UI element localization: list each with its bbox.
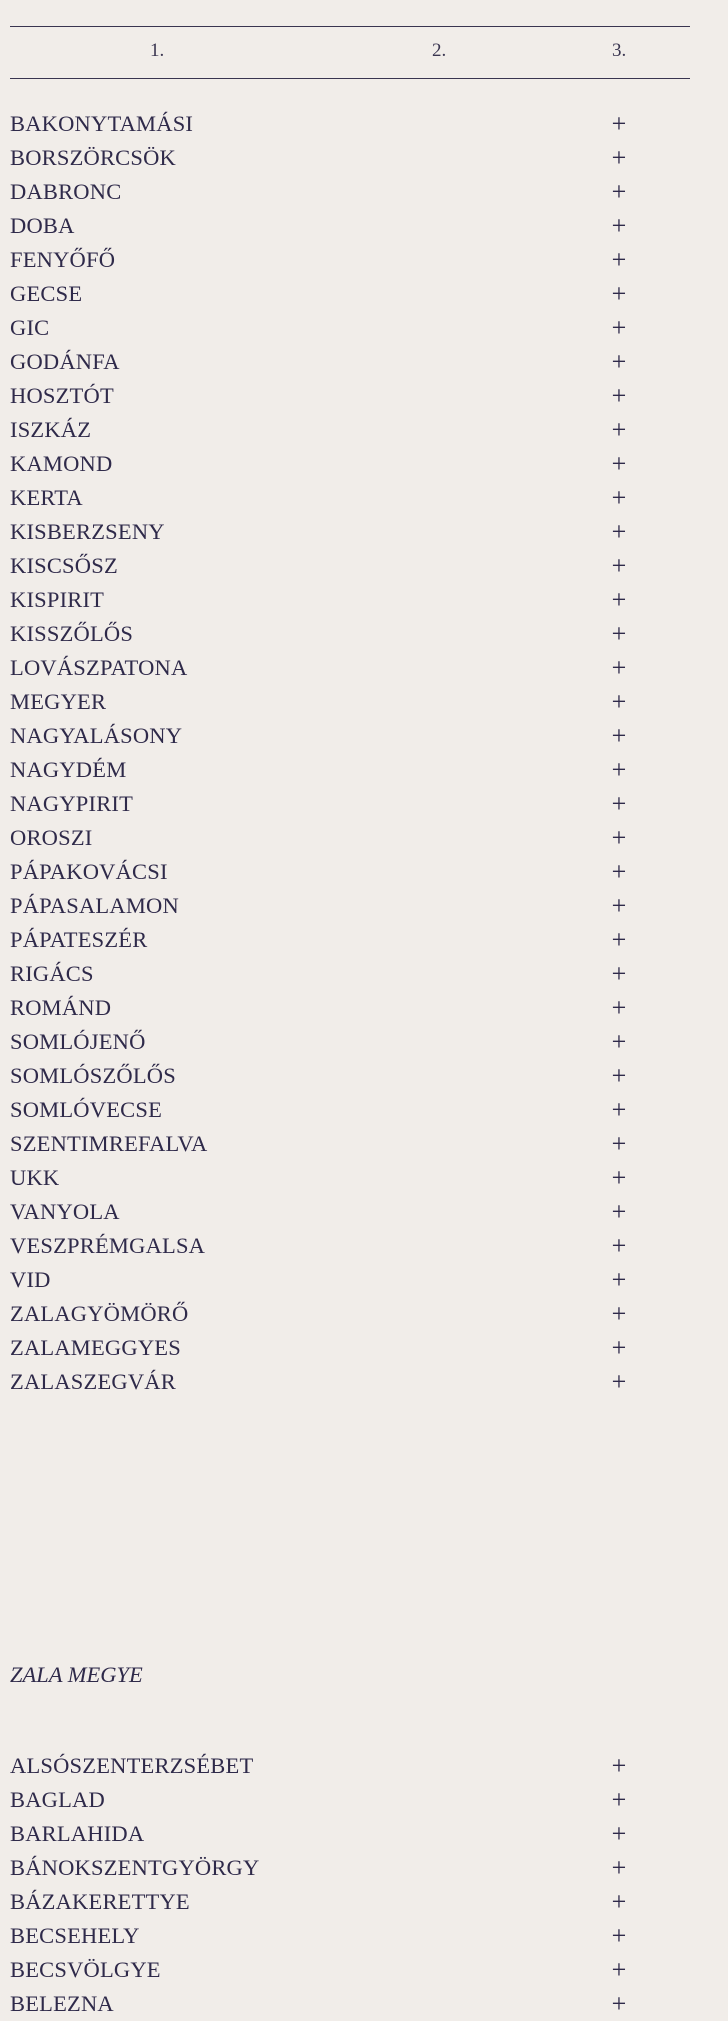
settlement-name: ROMÁND xyxy=(10,995,112,1020)
plus-mark: + xyxy=(611,1095,627,1124)
settlement-name: BECSEHELY xyxy=(10,1923,140,1948)
plus-mark: + xyxy=(611,857,627,886)
list-item xyxy=(0,991,728,1025)
list-item xyxy=(0,1331,728,1365)
list-item xyxy=(0,311,728,345)
settlement-name: BAKONYTAMÁSI xyxy=(10,111,194,136)
plus-mark: + xyxy=(611,653,627,682)
settlement-name: ISZKÁZ xyxy=(10,417,92,442)
plus-mark: + xyxy=(611,687,627,716)
settlement-name: FENYŐFŐ xyxy=(10,247,116,272)
settlement-name: KISSZŐLŐS xyxy=(10,621,134,646)
settlement-name: BECSVÖLGYE xyxy=(10,1957,161,1982)
plus-mark: + xyxy=(611,483,627,512)
settlement-name: BAGLAD xyxy=(10,1787,105,1812)
settlement-name: LOVÁSZPATONA xyxy=(10,655,188,680)
list-item xyxy=(0,209,728,243)
list-item xyxy=(0,1229,728,1263)
plus-mark: + xyxy=(611,1027,627,1056)
plus-mark: + xyxy=(611,517,627,546)
settlement-name: KISPIRIT xyxy=(10,587,105,612)
plus-mark: + xyxy=(611,585,627,614)
list-item xyxy=(0,447,728,481)
list-item xyxy=(0,957,728,991)
plus-mark: + xyxy=(611,1819,627,1848)
settlement-name: NAGYALÁSONY xyxy=(10,723,183,748)
plus-mark: + xyxy=(611,1921,627,1950)
header-rule xyxy=(10,78,690,79)
plus-mark: + xyxy=(611,1265,627,1294)
list-item xyxy=(0,1161,728,1195)
list-item xyxy=(0,651,728,685)
list-item xyxy=(0,141,728,175)
settlement-name: DABRONC xyxy=(10,179,122,204)
list-item xyxy=(0,1263,728,1297)
list-item xyxy=(0,855,728,889)
settlement-name: ALSÓSZENTERZSÉBET xyxy=(10,1753,254,1778)
settlement-name: RIGÁCS xyxy=(10,961,94,986)
settlement-name: BELEZNA xyxy=(10,1991,114,2016)
plus-mark: + xyxy=(611,109,627,138)
column-header-2: 2. xyxy=(432,40,447,61)
settlement-name: ZALASZEGVÁR xyxy=(10,1369,176,1394)
plus-mark: + xyxy=(611,177,627,206)
list-item xyxy=(0,583,728,617)
settlement-name: MEGYER xyxy=(10,689,107,714)
list-item xyxy=(0,1093,728,1127)
list-item xyxy=(0,413,728,447)
settlement-name: GECSE xyxy=(10,281,83,306)
plus-mark: + xyxy=(611,721,627,750)
plus-mark: + xyxy=(611,1231,627,1260)
settlement-name: SOMLÓVECSE xyxy=(10,1097,163,1122)
plus-mark: + xyxy=(611,211,627,240)
list-item xyxy=(0,889,728,923)
plus-mark: + xyxy=(611,1333,627,1362)
list-item xyxy=(0,379,728,413)
column-header-3: 3. xyxy=(612,40,627,61)
plus-mark: + xyxy=(611,1061,627,1090)
list-item xyxy=(0,1953,728,1987)
plus-mark: + xyxy=(611,347,627,376)
settlement-name: PÁPATESZÉR xyxy=(10,927,148,952)
plus-mark: + xyxy=(611,789,627,818)
settlement-name: NAGYDÉM xyxy=(10,757,127,782)
plus-mark: + xyxy=(611,1887,627,1916)
settlement-list-zala xyxy=(0,1749,728,2021)
settlement-name: SOMLÓJENŐ xyxy=(10,1029,146,1054)
list-item xyxy=(0,1195,728,1229)
settlement-name: KISBERZSENY xyxy=(10,519,165,544)
plus-mark: + xyxy=(611,959,627,988)
settlement-name: ZALAGYÖMÖRŐ xyxy=(10,1301,189,1326)
list-item xyxy=(0,1297,728,1331)
plus-mark: + xyxy=(611,1785,627,1814)
plus-mark: + xyxy=(611,1751,627,1780)
list-item xyxy=(0,753,728,787)
settlement-name: BÁNOKSZENTGYÖRGY xyxy=(10,1855,260,1880)
settlement-name: PÁPAKOVÁCSI xyxy=(10,859,168,884)
settlement-name: GIC xyxy=(10,315,50,340)
plus-mark: + xyxy=(611,1197,627,1226)
plus-mark: + xyxy=(611,313,627,342)
settlement-name: DOBA xyxy=(10,213,75,238)
list-item xyxy=(0,1919,728,1953)
list-item xyxy=(0,481,728,515)
settlement-name: KISCSŐSZ xyxy=(10,553,118,578)
plus-mark: + xyxy=(611,755,627,784)
settlement-name: PÁPASALAMON xyxy=(10,893,179,918)
plus-mark: + xyxy=(611,279,627,308)
plus-mark: + xyxy=(611,1299,627,1328)
list-item xyxy=(0,1127,728,1161)
list-item xyxy=(0,685,728,719)
list-item xyxy=(0,821,728,855)
plus-mark: + xyxy=(611,1989,627,2018)
list-item xyxy=(0,1783,728,1817)
settlement-name: GODÁNFA xyxy=(10,349,120,374)
section-title-zala: ZALA MEGYE xyxy=(10,1662,143,1687)
plus-mark: + xyxy=(611,449,627,478)
plus-mark: + xyxy=(611,993,627,1022)
plus-mark: + xyxy=(611,823,627,852)
plus-mark: + xyxy=(611,1367,627,1396)
list-item xyxy=(0,1365,728,1399)
settlement-name: VID xyxy=(10,1267,51,1292)
list-item xyxy=(0,107,728,141)
settlement-name: KAMOND xyxy=(10,451,113,476)
settlement-name: KERTA xyxy=(10,485,83,510)
plus-mark: + xyxy=(611,381,627,410)
settlement-name: VESZPRÉMGALSA xyxy=(10,1233,206,1258)
plus-mark: + xyxy=(611,551,627,580)
list-item xyxy=(0,1885,728,1919)
settlement-name: VANYOLA xyxy=(10,1199,120,1224)
list-item xyxy=(0,1749,728,1783)
plus-mark: + xyxy=(611,1853,627,1882)
settlement-name: BORSZÖRCSÖK xyxy=(10,145,176,170)
settlement-name: SOMLÓSZŐLŐS xyxy=(10,1063,176,1088)
list-item xyxy=(0,1025,728,1059)
plus-mark: + xyxy=(611,143,627,172)
list-item xyxy=(0,243,728,277)
settlement-name: SZENTIMREFALVA xyxy=(10,1131,208,1156)
top-rule xyxy=(10,26,690,27)
plus-mark: + xyxy=(611,1129,627,1158)
plus-mark: + xyxy=(611,925,627,954)
settlement-list-first xyxy=(0,107,728,1399)
settlement-name: BÁZAKERETTYE xyxy=(10,1889,190,1914)
settlement-name: NAGYPIRIT xyxy=(10,791,134,816)
list-item xyxy=(0,1987,728,2021)
list-item xyxy=(0,345,728,379)
list-item xyxy=(0,1817,728,1851)
list-item xyxy=(0,515,728,549)
list-item xyxy=(0,277,728,311)
settlement-name: BARLAHIDA xyxy=(10,1821,145,1846)
plus-mark: + xyxy=(611,245,627,274)
plus-mark: + xyxy=(611,1163,627,1192)
plus-mark: + xyxy=(611,1955,627,1984)
list-item xyxy=(0,549,728,583)
settlement-name: ZALAMEGGYES xyxy=(10,1335,181,1360)
plus-mark: + xyxy=(611,415,627,444)
list-item xyxy=(0,175,728,209)
plus-mark: + xyxy=(611,891,627,920)
settlement-name: UKK xyxy=(10,1165,60,1190)
list-item xyxy=(0,1059,728,1093)
settlement-name: HOSZTÓT xyxy=(10,383,114,408)
plus-mark: + xyxy=(611,619,627,648)
settlement-name: OROSZI xyxy=(10,825,93,850)
list-item xyxy=(0,787,728,821)
column-header-1: 1. xyxy=(150,40,165,61)
list-item xyxy=(0,617,728,651)
list-item xyxy=(0,923,728,957)
list-item xyxy=(0,1851,728,1885)
list-item xyxy=(0,719,728,753)
